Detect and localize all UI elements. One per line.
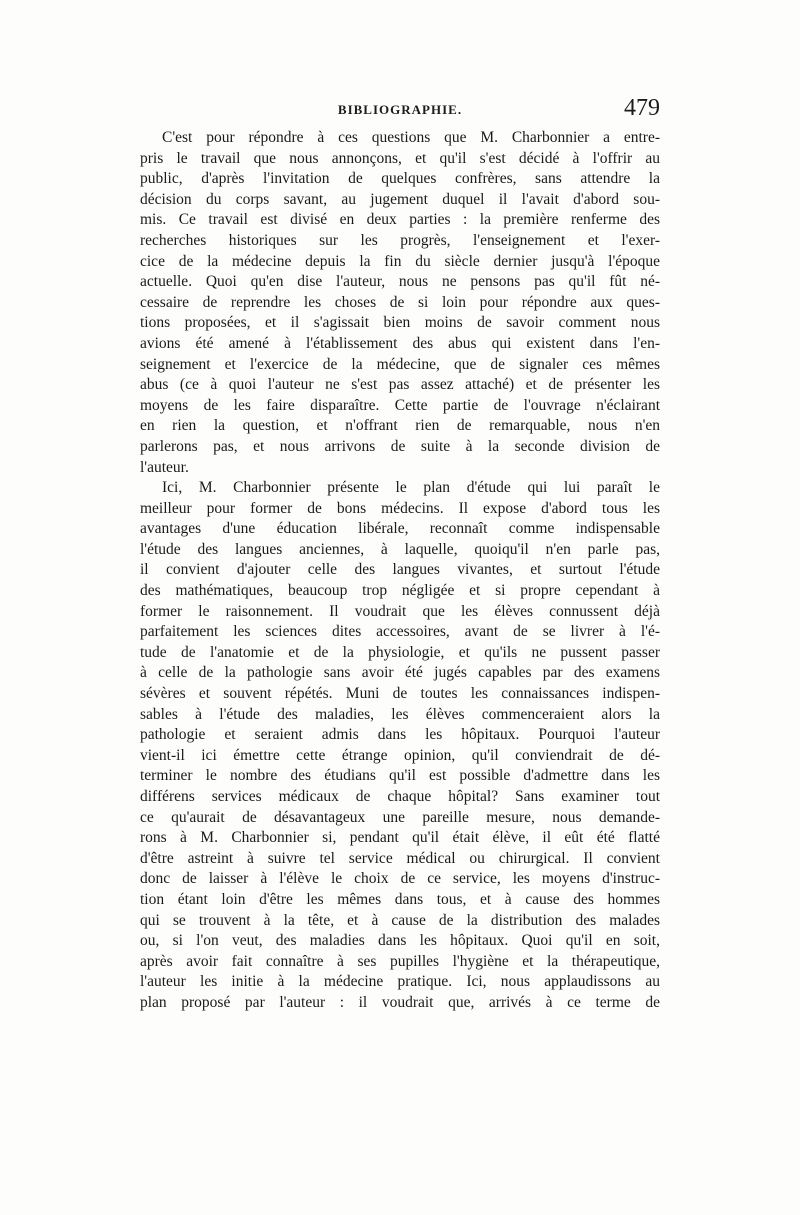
paragraph-1 bbox=[140, 128, 660, 478]
text-line: l'auteur. bbox=[140, 458, 189, 476]
text-line: des mathématiques, beaucoup trop négligée et si propre cependant à bbox=[140, 582, 660, 600]
running-head bbox=[140, 96, 660, 126]
text-line: vient-il ici émettre cette étrange opinion, qu'il conviendrait de dé- bbox=[140, 746, 660, 764]
text-line: décision du corps savant, au jugement duquel il l'avait d'abord sou- bbox=[140, 190, 660, 208]
running-title: BIBLIOGRAPHIE. bbox=[337, 102, 463, 117]
text-line: ou, si l'on veut, des maladies dans les hôpitaux. Quoi qu'il en soit, bbox=[140, 932, 660, 950]
text-line: cice de la médecine depuis la fin du siècle dernier jusqu'à l'époque bbox=[140, 252, 660, 270]
text-line: sévères et souvent répétés. Muni de toutes les connaissances indispen- bbox=[140, 685, 660, 703]
text-line: recherches historiques sur les progrès, l'enseignement et l'exer- bbox=[140, 231, 660, 249]
body-text bbox=[140, 128, 660, 1014]
text-line: moyens de les faire disparaître. Cette partie de l'ouvrage n'éclairant bbox=[140, 396, 660, 414]
paragraph-2 bbox=[140, 478, 660, 1013]
text-line: seignement et l'exercice de la médecine, que de signaler ces mêmes bbox=[140, 355, 660, 373]
text-line: il convient d'ajouter celle des langues vivantes, et surtout l'étude bbox=[140, 561, 660, 579]
text-line: différens services médicaux de chaque hôpital? Sans examiner tout bbox=[140, 788, 660, 805]
text-line: parlerons pas, et nous arrivons de suite à la seconde division de bbox=[140, 437, 660, 455]
text-line: former le raisonnement. Il voudrait que les élèves connussent déjà bbox=[140, 602, 660, 620]
text-line: après avoir fait connaître à ses pupilles l'hygiène et la thérapeutique, bbox=[140, 952, 660, 970]
text-line: meilleur pour former de bons médecins. Il expose d'abord tous les bbox=[140, 499, 660, 517]
text-line: tions proposées, et il s'agissait bien moins de savoir comment nous bbox=[140, 314, 660, 332]
text-line: à celle de la pathologie sans avoir été jugés capables par des examens bbox=[140, 664, 660, 682]
text-line: Ici, M. Charbonnier présente le plan d'étude qui lui paraît le bbox=[162, 479, 660, 497]
text-line: pris le travail que nous annonçons, et qu'il s'est décidé à l'offrir au bbox=[140, 149, 660, 167]
text-line: tude de l'anatomie et de la physiologie, et qu'ils ne pussent passer bbox=[140, 643, 660, 661]
text-line: actuelle. Quoi qu'en dise l'auteur, nous ne pensons pas qu'il fût né- bbox=[140, 273, 660, 291]
text-line: plan proposé par l'auteur : il voudrait que, arrivés à ce terme de bbox=[140, 993, 660, 1011]
text-line: public, d'après l'invitation de quelques confrères, sans attendre la bbox=[140, 170, 660, 188]
text-line: avions été amené à l'établissement des abus qui existent dans l'en- bbox=[140, 334, 660, 352]
text-line: rons à M. Charbonnier si, pendant qu'il était élève, il eût été flatté bbox=[140, 829, 660, 847]
text-line: donc de laisser à l'élève le choix de ce service, les moyens d'instruc- bbox=[140, 870, 660, 888]
text-line: qui se trouvent à la tête, et à cause de la distribution des malades bbox=[140, 911, 660, 929]
text-line: parfaitement les sciences dites accessoires, avant de se livrer à l'é- bbox=[140, 623, 660, 641]
text-line: avantages d'une éducation libérale, reconnaît comme indispensable bbox=[140, 520, 660, 538]
text-line: tion étant loin d'être les mêmes dans tous, et à cause des hommes bbox=[140, 890, 660, 908]
text-line: l'étude des langues anciennes, à laquelle, quoiqu'il n'en parle pas, bbox=[140, 540, 660, 558]
text-line: d'être astreint à suivre tel service médical ou chirurgical. Il convient bbox=[140, 849, 660, 867]
text-line: mis. Ce travail est divisé en deux parties : la première renferme des bbox=[140, 211, 660, 229]
text-line: abus (ce à quoi l'auteur ne s'est pas assez attaché) et de présenter les bbox=[140, 376, 660, 394]
page-number: 479 bbox=[624, 95, 660, 121]
text-line: pathologie et seraient admis dans les hôpitaux. Pourquoi l'auteur bbox=[140, 726, 660, 744]
text-line: cessaire de reprendre les choses de si loin pour répondre aux ques- bbox=[140, 293, 660, 311]
text-line: ce qu'aurait de désavantageux une pareille mesure, nous demande- bbox=[140, 808, 660, 826]
text-line: sables à l'étude des maladies, les élèves commenceraient alors la bbox=[140, 705, 660, 723]
text-line: C'est pour répondre à ces questions que M. Charbonnier a entre- bbox=[162, 129, 660, 146]
text-line: en rien la question, et n'offrant rien de remarquable, nous n'en bbox=[140, 417, 660, 435]
text-line: terminer le nombre des étudians qu'il est possible d'admettre dans les bbox=[140, 767, 660, 785]
text-line: l'auteur les initie à la médecine pratique. Ici, nous applaudissons au bbox=[140, 973, 660, 991]
